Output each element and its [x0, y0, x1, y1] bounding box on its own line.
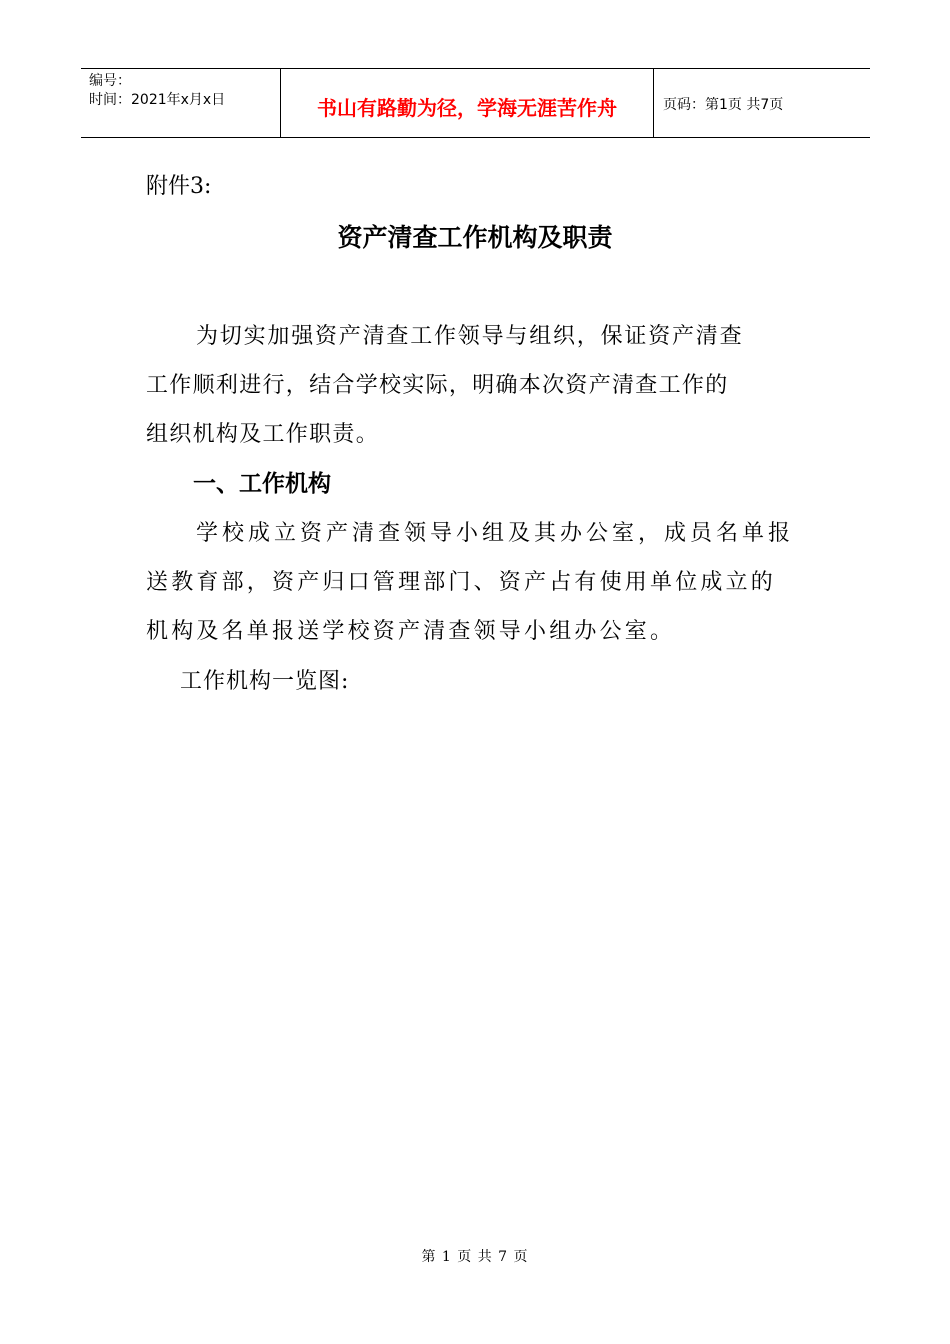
header-meta [81, 69, 281, 137]
intro-line-1: 为切实加强资产清查工作领导与组织，保证资产清查 [196, 324, 744, 349]
section1-line-1: 学校成立资产清查领导小组及其办公室，成员名单报 [196, 521, 795, 546]
intro-line-3: 组织机构及工作职责。 [146, 422, 380, 447]
page-footer: 第 1 页 共 7 页 [421, 1249, 529, 1265]
section1-line-2: 送教育部，资产归口管理部门、资产占有使用单位成立的 [146, 570, 777, 595]
document-number-label: 编号： [89, 73, 131, 89]
document-title: 资产清查工作机构及职责 [337, 223, 613, 252]
header-motto: 书山有路勤为径，学海无涯苦作舟 [281, 69, 654, 137]
header-page-info: 页码：第1页 共7页 [663, 97, 784, 113]
chart-label: 工作机构一览图: [180, 669, 350, 694]
page-header [81, 68, 870, 138]
intro-line-2: 工作顺利进行，结合学校实际，明确本次资产清查工作的 [146, 373, 729, 398]
document-date: 时间：2021年x月x日 [89, 92, 226, 108]
section-heading-work-organization: 一、工作机构 [193, 471, 331, 497]
attachment-label: 附件3: [146, 174, 212, 199]
section1-line-3: 机构及名单报送学校资产清查领导小组办公室。 [146, 619, 676, 644]
